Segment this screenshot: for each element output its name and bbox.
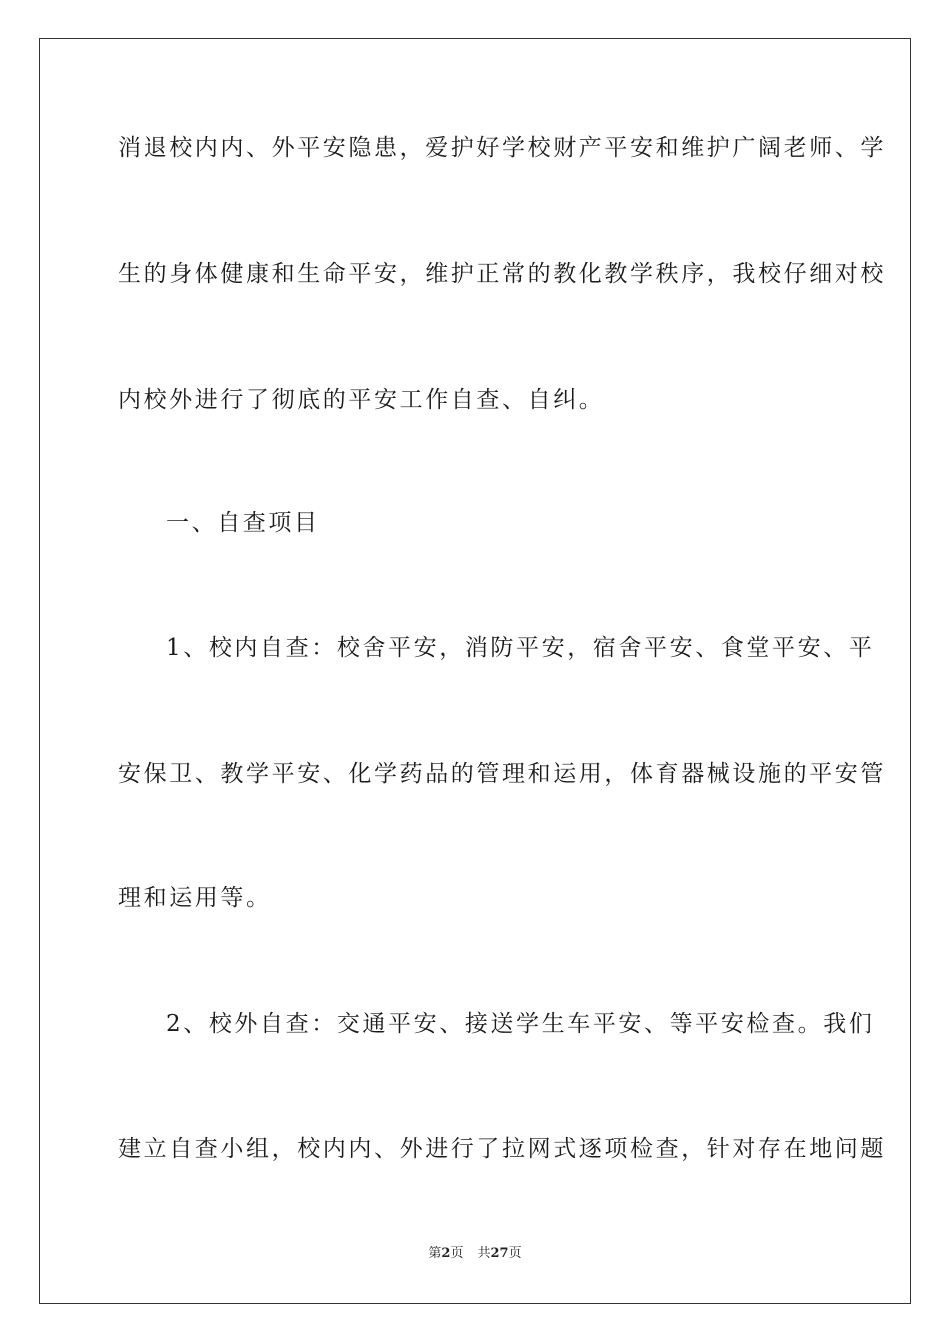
body-line-7: 理和运用等。 <box>118 885 272 911</box>
body-line-1: 消退校内内、外平安隐患，爱护好学校财产平安和维护广阔老师、学 <box>118 135 886 161</box>
body-line-3: 内校外进行了彻底的平安工作自查、自纠。 <box>118 387 605 413</box>
footer-page-prefix: 第 <box>428 1246 442 1261</box>
body-line-2: 生的身体健康和生命平安，维护正常的教化教学秩序，我校仔细对校 <box>118 261 886 287</box>
footer-total-pages: 27 <box>490 1246 509 1261</box>
section-heading: 一、自查项目 <box>166 510 320 536</box>
page-border <box>39 38 911 1304</box>
body-line-5: 1、校内自查：校舍平安，消防平安，宿舍平安、食堂平安、平 <box>166 635 875 661</box>
footer-page-number: 2 <box>441 1246 451 1261</box>
footer-total-suffix: 页 <box>508 1246 522 1261</box>
footer-page-suffix: 页 <box>450 1246 464 1261</box>
body-line-6: 安保卫、教学平安、化学药品的管理和运用，体育器械设施的平安管 <box>118 761 886 787</box>
body-line-9: 建立自查小组，校内内、外进行了拉网式逐项检查，针对存在地问题 <box>118 1136 886 1162</box>
page-footer <box>0 1246 950 1262</box>
body-line-8: 2、校外自查：交通平安、接送学生车平安、等平安检查。我们 <box>166 1011 875 1037</box>
footer-total-prefix: 共 <box>477 1246 491 1261</box>
